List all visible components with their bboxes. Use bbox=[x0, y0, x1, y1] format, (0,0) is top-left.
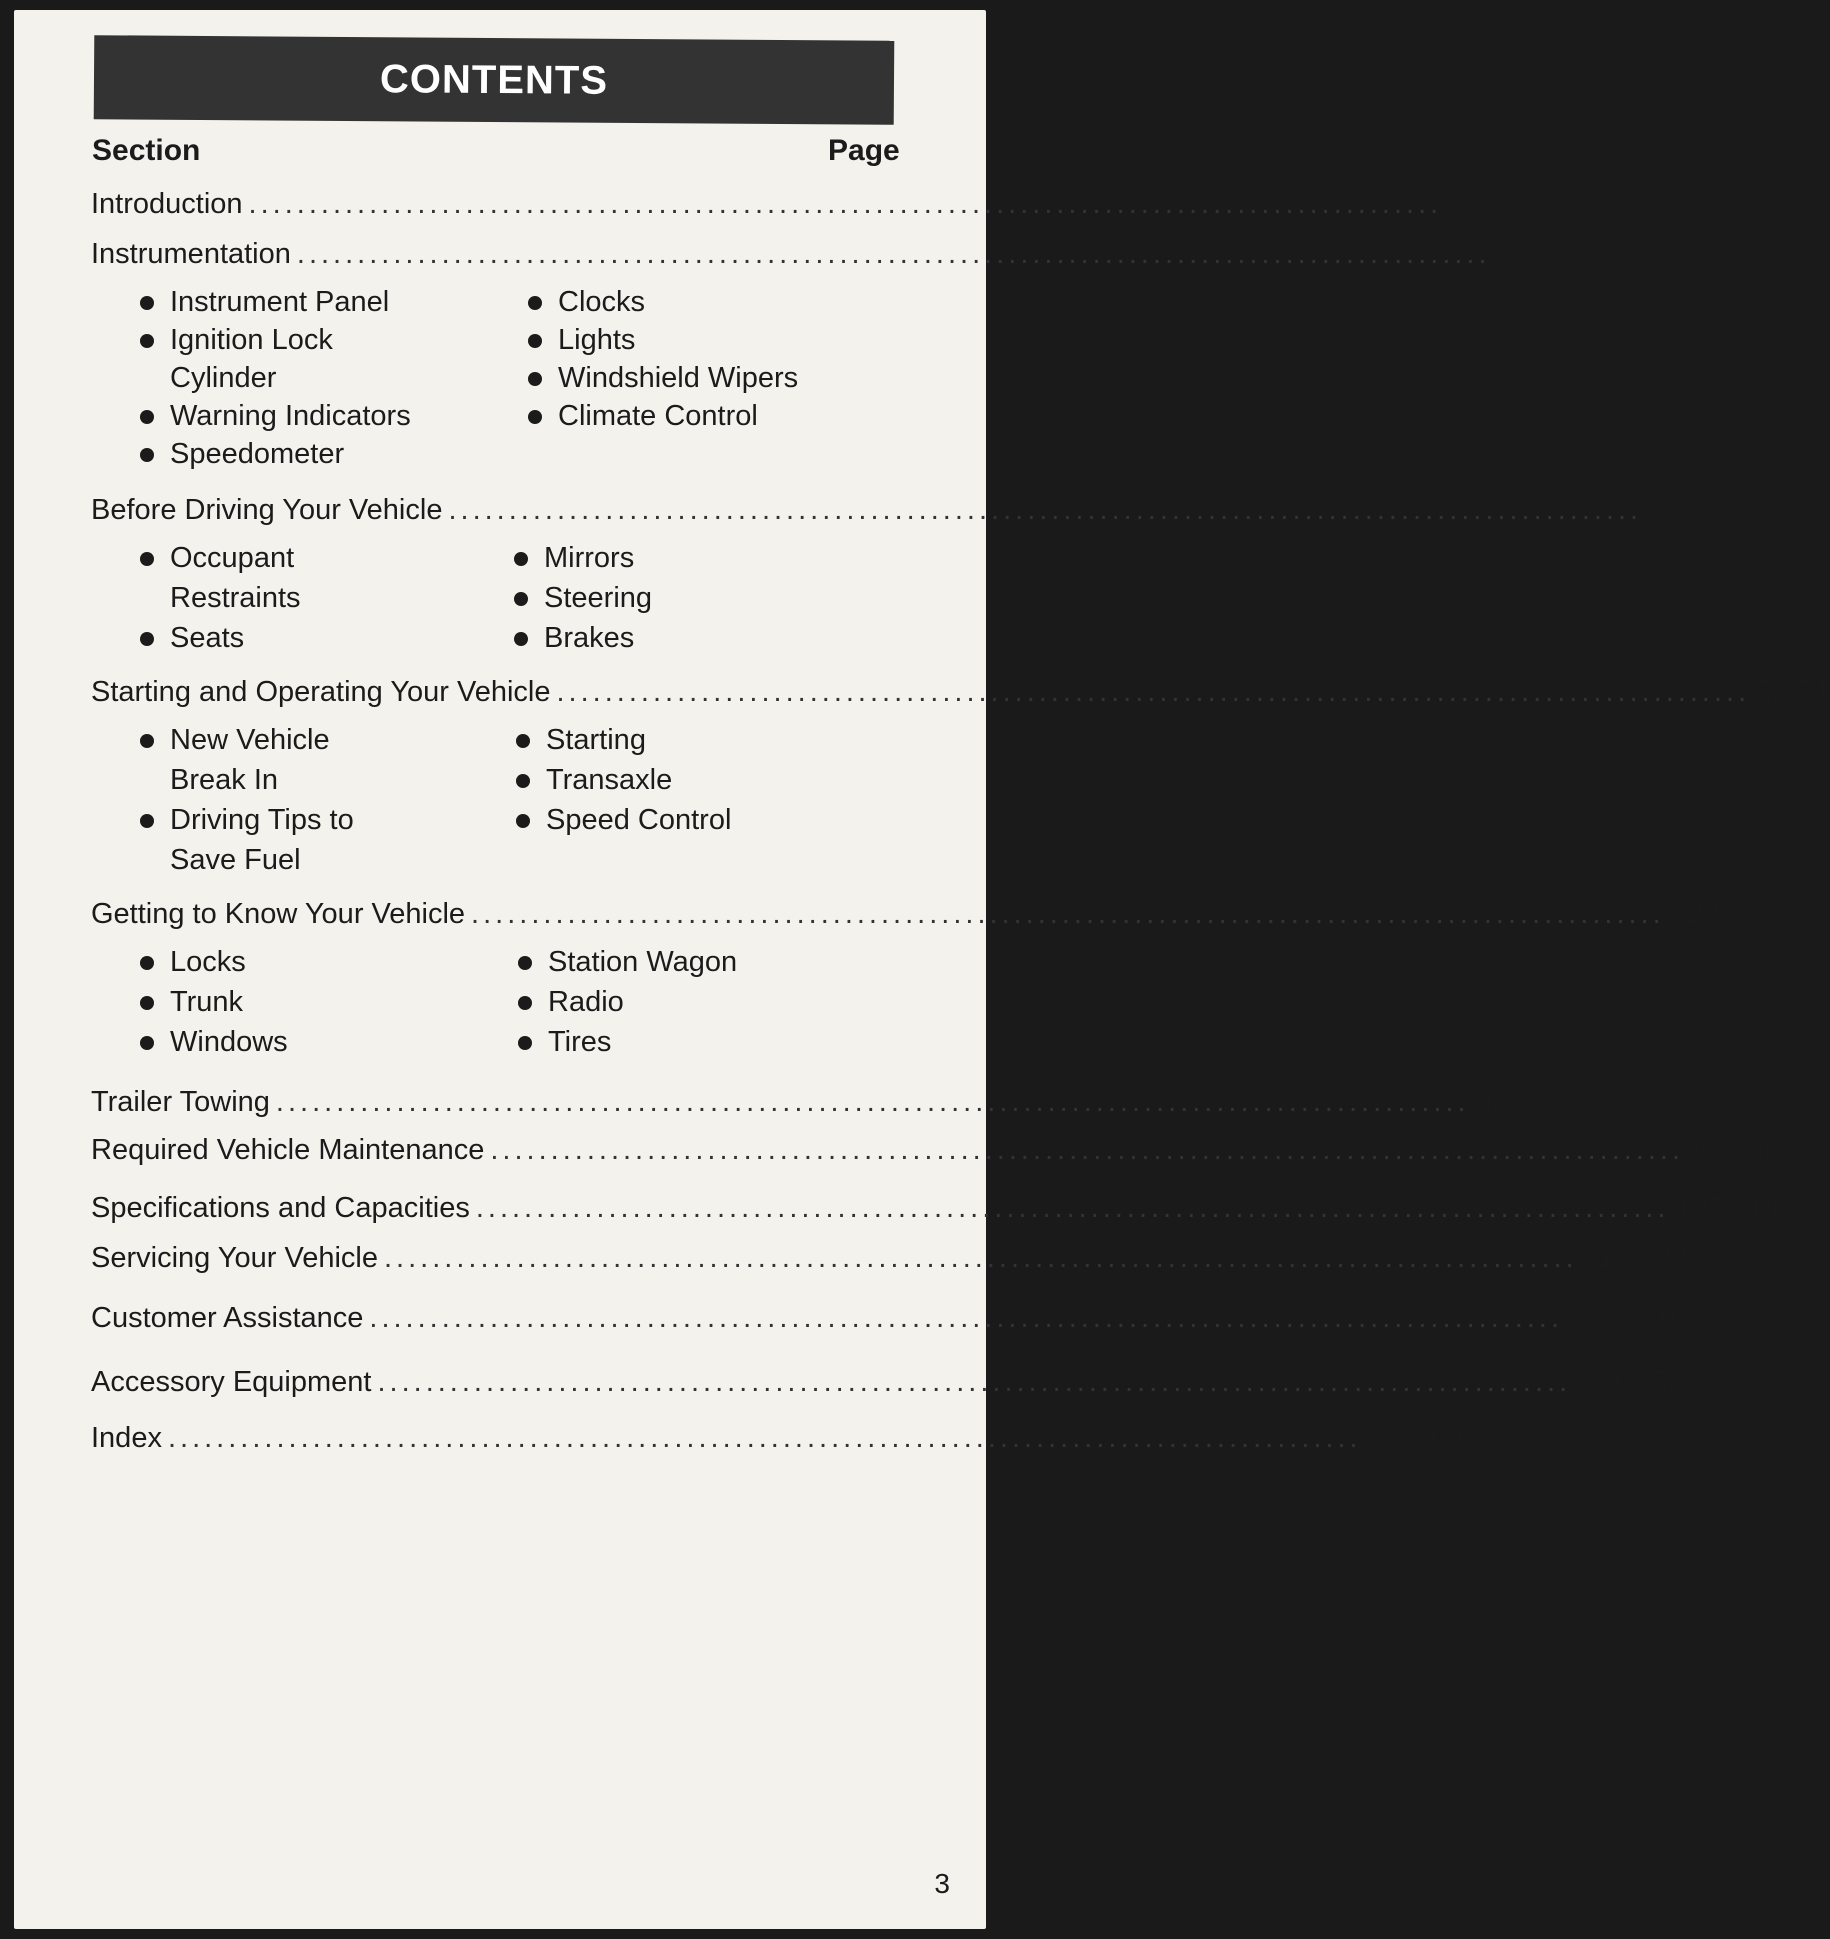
dot-leader: ................................................................................................... bbox=[167, 1422, 1362, 1454]
toc-entry-customer-assistance bbox=[91, 1302, 1676, 1335]
subitem: Steering bbox=[514, 582, 652, 615]
dot-leader: ................................................................................................... bbox=[475, 1192, 1670, 1224]
bullet-icon bbox=[516, 774, 530, 788]
page-column-heading: Page bbox=[828, 134, 900, 167]
dot-leader: ................................................................................................... bbox=[490, 1134, 1685, 1166]
entry-pages: 92-93 bbox=[1475, 1086, 1550, 1118]
subitem: Speed Control bbox=[516, 804, 731, 837]
dot-leader: ................................................................................................... bbox=[248, 188, 1443, 220]
bullet-icon bbox=[140, 448, 154, 462]
bullet-icon bbox=[528, 296, 542, 310]
subitem-continuation: Restraints bbox=[170, 582, 301, 614]
subitem: Mirrors bbox=[514, 542, 634, 575]
bullet-icon bbox=[514, 632, 528, 646]
bullet-icon bbox=[528, 334, 542, 348]
bullet-icon bbox=[140, 734, 154, 748]
entry-title: Servicing Your Vehicle bbox=[91, 1242, 378, 1274]
subitem: Climate Control bbox=[528, 400, 758, 433]
subitem-continuation: Break In bbox=[170, 764, 278, 796]
subitem-continuation: Save Fuel bbox=[170, 844, 301, 876]
contents-header bbox=[94, 35, 895, 125]
subitem: Ignition Lock bbox=[140, 324, 333, 357]
subitem: Windows bbox=[140, 1026, 288, 1059]
subitem: Starting bbox=[516, 724, 646, 757]
bullet-icon bbox=[514, 592, 528, 606]
toc-entry-trailer-towing bbox=[91, 1086, 1550, 1119]
bullet-icon bbox=[140, 1036, 154, 1050]
entry-title: Required Vehicle Maintenance bbox=[91, 1134, 485, 1166]
entry-pages: 133-140 bbox=[1569, 1302, 1676, 1334]
entry-pages: 34-51 bbox=[1648, 494, 1723, 526]
bullet-icon bbox=[518, 956, 532, 970]
subitem: Station Wagon bbox=[518, 946, 737, 979]
entry-title: Trailer Towing bbox=[91, 1086, 270, 1118]
entry-pages: 52-71 bbox=[1756, 676, 1830, 708]
bullet-icon bbox=[528, 372, 542, 386]
entry-title: Customer Assistance bbox=[91, 1302, 364, 1334]
bullet-icon bbox=[140, 410, 154, 424]
dot-leader: ................................................................................................... bbox=[471, 898, 1665, 930]
subitem: Seats bbox=[140, 622, 244, 655]
entry-title: Accessory Equipment bbox=[91, 1366, 372, 1398]
toc-entry-servicing bbox=[91, 1242, 1688, 1275]
subitem: Radio bbox=[518, 986, 624, 1019]
subitem: Warning Indicators bbox=[140, 400, 411, 433]
entry-title: Instrumentation bbox=[91, 238, 291, 270]
dot-leader: ................................................................................................... bbox=[369, 1302, 1564, 1334]
dot-leader: ................................................................................................... bbox=[556, 676, 1751, 708]
toc-entry-accessory-equipment bbox=[91, 1366, 1684, 1399]
subitem: Driving Tips to bbox=[140, 804, 354, 837]
entry-pages: 94-106 bbox=[1690, 1134, 1781, 1166]
dot-leader: ................................................................................................... bbox=[448, 494, 1643, 526]
toc-entry-specifications bbox=[91, 1192, 1780, 1225]
dot-leader: ................................................................................................... bbox=[275, 1086, 1470, 1118]
bullet-icon bbox=[528, 410, 542, 424]
subitem: Speedometer bbox=[140, 438, 344, 471]
entry-title: Index bbox=[91, 1422, 162, 1454]
entry-pages: 8-33 bbox=[1496, 238, 1555, 270]
entry-pages: 72-91 bbox=[1670, 898, 1745, 930]
subitem: Transaxle bbox=[516, 764, 672, 797]
dot-leader: ................................................................................................... bbox=[383, 1242, 1578, 1274]
bullet-icon bbox=[140, 552, 154, 566]
bullet-icon bbox=[140, 632, 154, 646]
bullet-icon bbox=[518, 996, 532, 1010]
subitem: Instrument Panel bbox=[140, 286, 389, 319]
subitem: Occupant bbox=[140, 542, 294, 575]
entry-pages: 107-114 bbox=[1675, 1192, 1780, 1224]
subitem: Lights bbox=[528, 324, 635, 357]
bullet-icon bbox=[516, 734, 530, 748]
toc-entry-instrumentation bbox=[91, 238, 1555, 271]
toc-entry-maintenance bbox=[91, 1134, 1781, 1167]
bullet-icon bbox=[140, 996, 154, 1010]
subitem: New Vehicle bbox=[140, 724, 330, 757]
entry-title: Before Driving Your Vehicle bbox=[91, 494, 443, 526]
section-column-heading: Section bbox=[92, 134, 201, 167]
dot-leader: ................................................................................................... bbox=[377, 1366, 1572, 1398]
subitem: Clocks bbox=[528, 286, 645, 319]
subitem-continuation: Cylinder bbox=[170, 362, 277, 394]
bullet-icon bbox=[140, 956, 154, 970]
contents-title: CONTENTS bbox=[379, 56, 609, 103]
toc-entry-getting-to-know bbox=[91, 898, 1745, 931]
document-page bbox=[14, 10, 1830, 1929]
entry-pages: 4-7 bbox=[1448, 188, 1491, 220]
bullet-icon bbox=[518, 1036, 532, 1050]
entry-pages: 141-152 bbox=[1577, 1366, 1684, 1398]
toc-entry-introduction bbox=[91, 188, 1491, 221]
toc-entry-index bbox=[91, 1422, 1475, 1455]
page-number: 3 bbox=[934, 1868, 950, 1899]
subitem: Locks bbox=[140, 946, 246, 979]
entry-pages: 115-132 bbox=[1583, 1242, 1688, 1274]
bullet-icon bbox=[140, 296, 154, 310]
subitem: Trunk bbox=[140, 986, 243, 1019]
bullet-icon bbox=[140, 814, 154, 828]
bullet-icon bbox=[516, 814, 530, 828]
subitem: Brakes bbox=[514, 622, 634, 655]
bullet-icon bbox=[514, 552, 528, 566]
entry-title: Getting to Know Your Vehicle bbox=[91, 898, 466, 930]
bullet-icon bbox=[140, 334, 154, 348]
entry-title: Introduction bbox=[91, 188, 243, 220]
dot-leader: ................................................................................................... bbox=[296, 238, 1491, 270]
subitem: Tires bbox=[518, 1026, 611, 1059]
toc-entry-before-driving bbox=[91, 494, 1723, 527]
toc-entry-starting-operating bbox=[91, 676, 1830, 709]
subitem: Windshield Wipers bbox=[528, 362, 798, 395]
entry-title: Specifications and Capacities bbox=[91, 1192, 470, 1224]
entry-pages: 153-156 bbox=[1367, 1422, 1475, 1454]
entry-title: Starting and Operating Your Vehicle bbox=[91, 676, 551, 708]
